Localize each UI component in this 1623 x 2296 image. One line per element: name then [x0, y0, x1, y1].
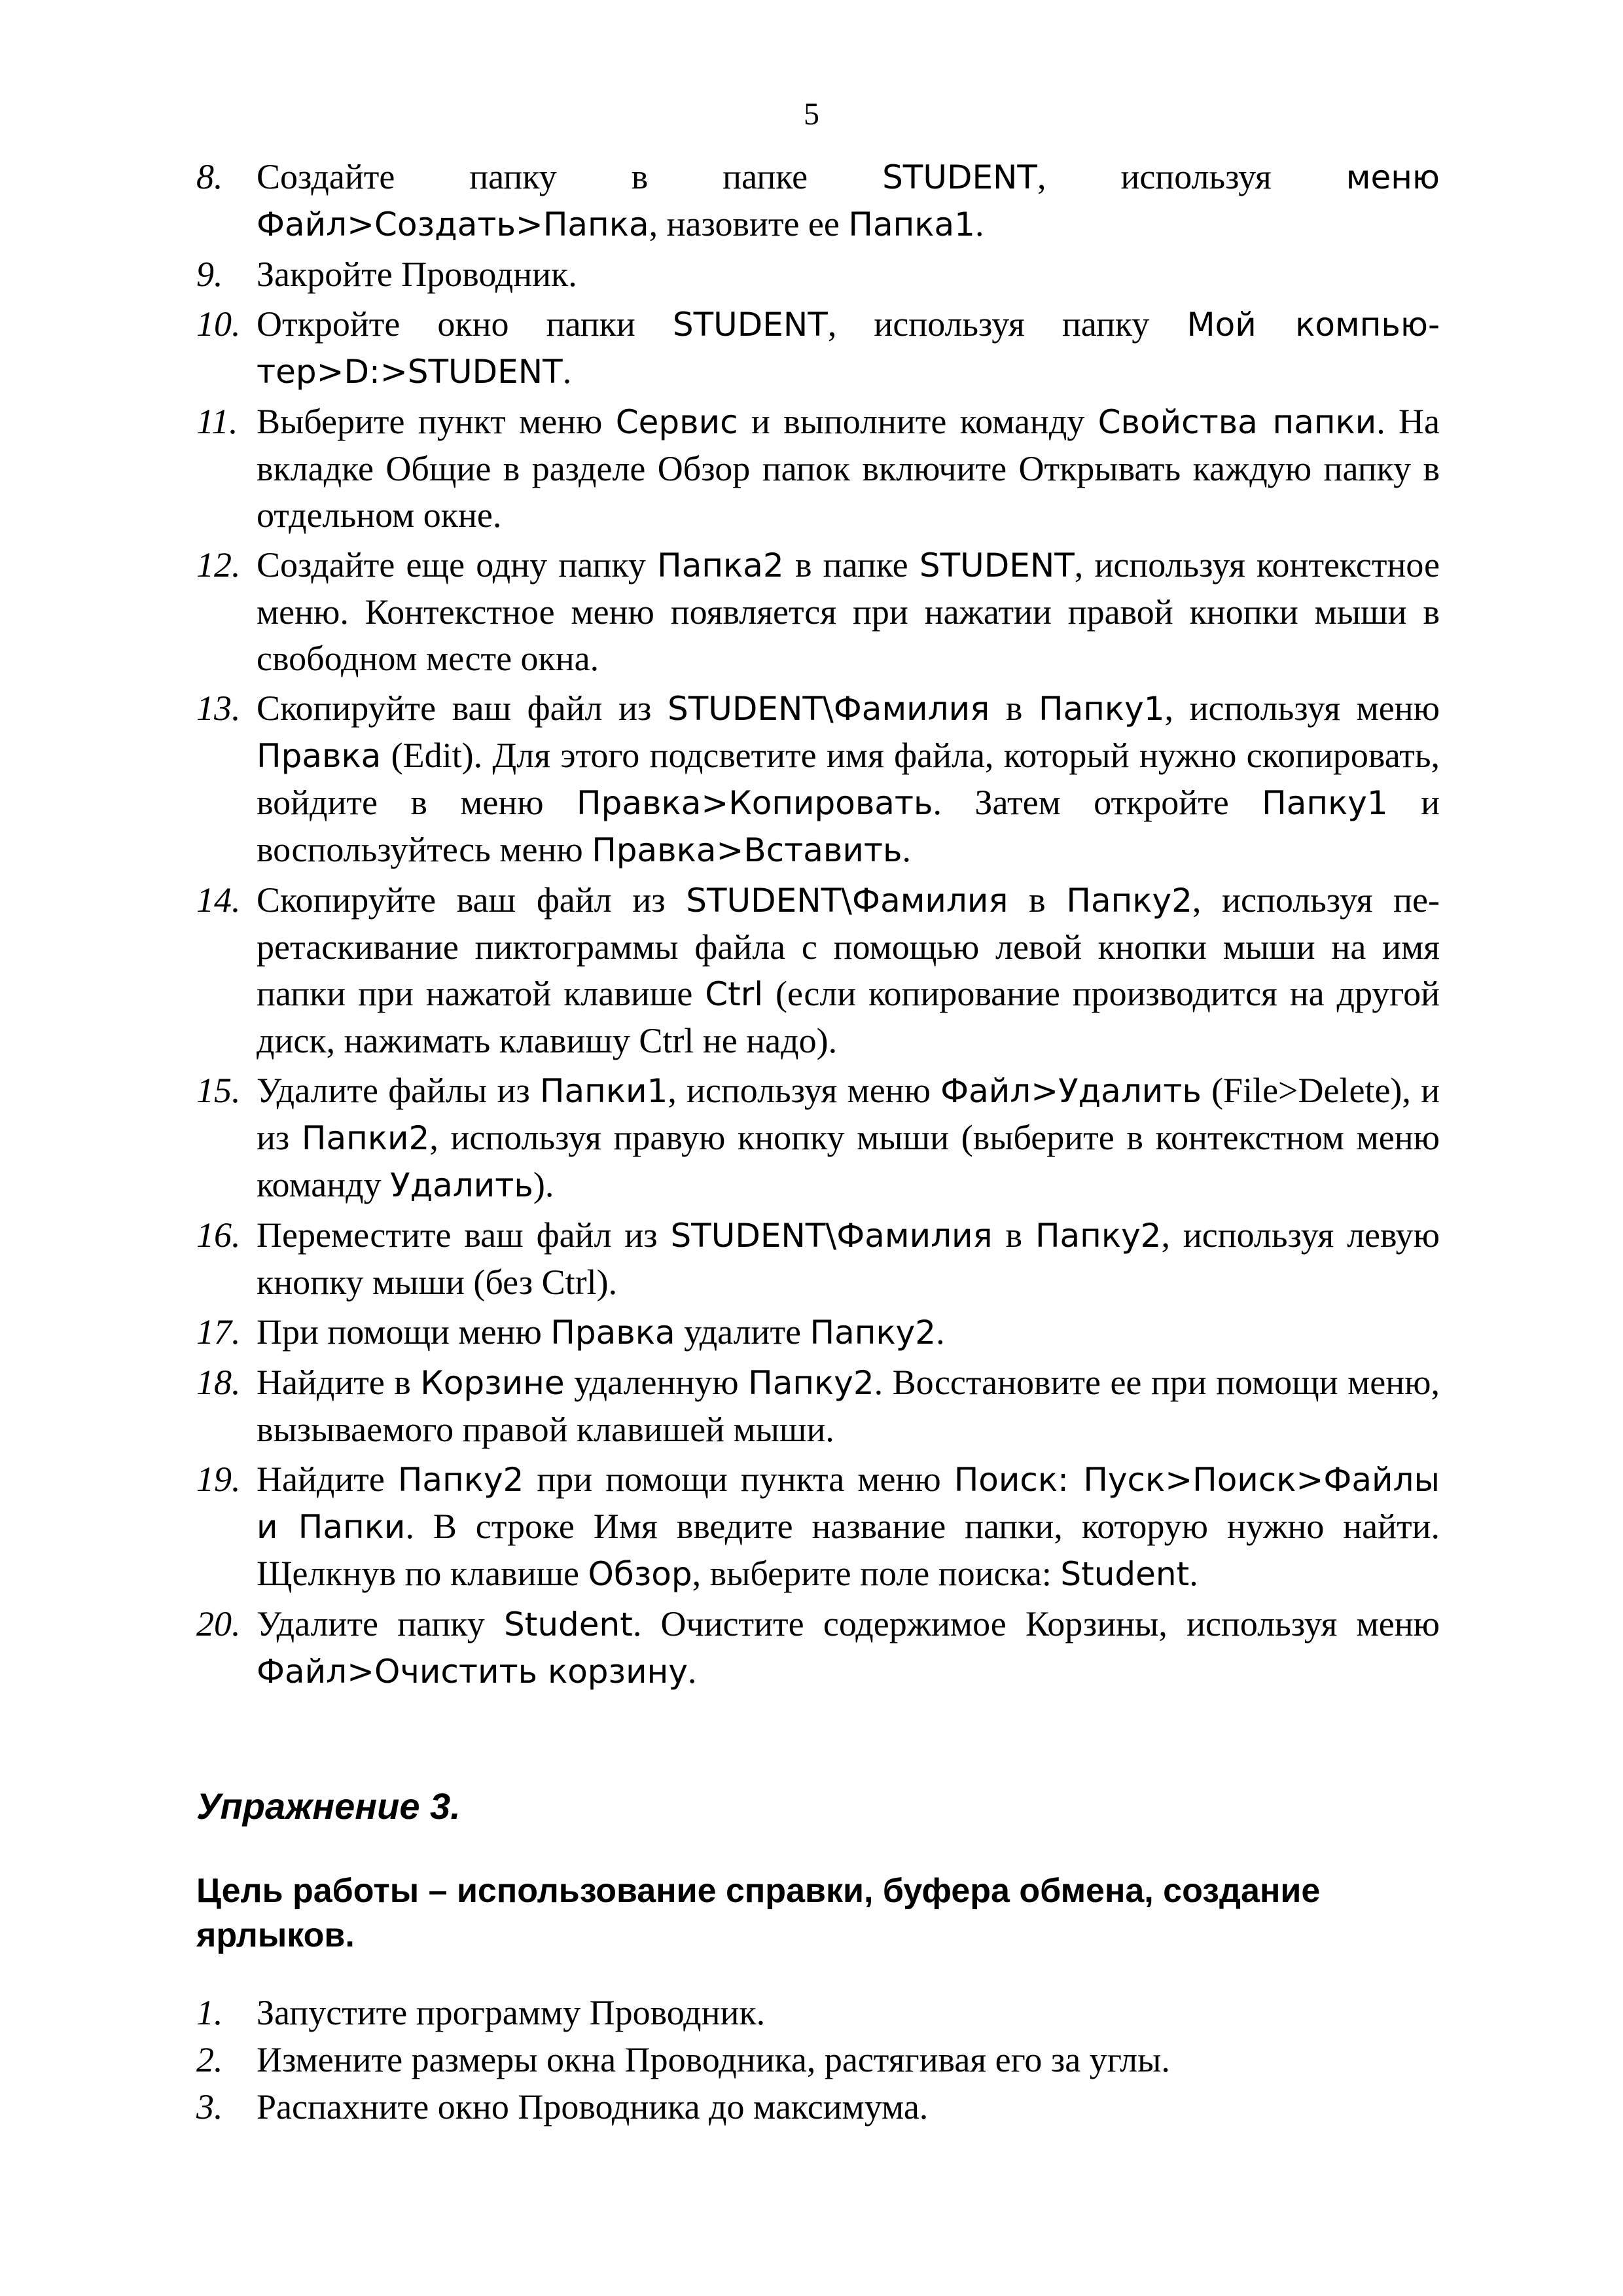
list-item [196, 154, 1440, 248]
ui-term: Поиск: Пуск>Поиск>Файлы и Папки [257, 1461, 1440, 1546]
list-item [196, 1601, 1440, 1695]
ui-term: STUDENT [882, 158, 1037, 196]
item-number: 15. [196, 1071, 241, 1110]
text-run: . На вкладке Общие в разделе Обзор папок включите Открывать каждую папку в отдельном окне. [257, 402, 1440, 535]
ui-term: Папку2 [397, 1461, 524, 1499]
item-number: 19. [196, 1460, 241, 1499]
ui-term: Правка>Копировать [577, 784, 933, 822]
list-item [196, 1456, 1440, 1598]
text-run: . [687, 1651, 697, 1691]
list-item [196, 399, 1440, 539]
text-run: , используя правую кнопку мыши (выберите в контекстном меню команду [257, 1118, 1440, 1204]
ui-term: Правка>Вставить [592, 831, 902, 869]
exercise-goal: Цель работы – использование справки, буфера обмена, создание ярлыков. [196, 1872, 1321, 1954]
list-item [196, 1990, 1440, 2036]
text-run: Откройте окно папки [257, 304, 673, 344]
item-number: 2. [196, 2040, 223, 2079]
ui-term: Мой компьютер>D:>STUDENT [257, 306, 1440, 391]
item-number: 18. [196, 1363, 241, 1402]
list-item [196, 301, 1440, 395]
ui-term: Файл>Очистить корзину [257, 1653, 688, 1691]
text-run: Скопируйте ваш файл из [257, 880, 687, 920]
text-run: удаленную [564, 1363, 749, 1402]
text-run: в [992, 1215, 1035, 1255]
item-number: 1. [196, 1993, 223, 2032]
text-run: , используя [1037, 157, 1346, 196]
list-item [196, 1067, 1440, 1209]
ui-term: Папка2 [657, 547, 784, 584]
ui-term: Папку2 [748, 1364, 874, 1402]
text-run: Создайте папку в папке [257, 157, 883, 196]
text-run: и воспользуйтесь меню [257, 783, 1440, 869]
list-item [196, 1359, 1440, 1453]
text-run: , используя меню [1164, 689, 1440, 728]
ui-term: Обзор [588, 1555, 692, 1593]
list-item [196, 1309, 1440, 1356]
text-run: . Очистите содержимое Корзины, используя меню [632, 1604, 1440, 1643]
text-run: Удалите папку [257, 1604, 504, 1643]
page-number: 5 [804, 97, 819, 132]
ui-term: Свойства папки [1097, 403, 1377, 441]
text-run: Закройте Проводник. [257, 255, 577, 294]
text-run: Распахните окно Проводника до максимума. [257, 2087, 929, 2126]
text-run: . [936, 1312, 945, 1352]
ui-term: Корзине [420, 1364, 565, 1402]
text-run: . [562, 351, 572, 391]
text-run: . [902, 830, 911, 869]
text-run: , используя меню [668, 1071, 941, 1110]
text-run: (если копирование производится на другой диск, нажимать клавишу Ctrl не надо). [257, 974, 1440, 1060]
text-run: , используя папку [827, 304, 1187, 344]
ui-term: Student [1060, 1555, 1190, 1593]
ui-term: Сервис [615, 403, 738, 441]
ui-term: Ctrl [705, 975, 764, 1013]
ui-term: STUDENT [919, 547, 1075, 584]
list-item [196, 685, 1440, 874]
item-number: 13. [196, 689, 241, 728]
ui-term: Правка [550, 1314, 675, 1352]
text-run: Найдите [257, 1460, 398, 1499]
text-run: Создайте еще одну папку [257, 545, 658, 584]
text-run: . [974, 204, 984, 243]
item-number: 9. [196, 255, 223, 294]
text-run: при помощи пункта меню [524, 1460, 954, 1499]
text-run: Выберите пункт меню [257, 402, 616, 441]
list-item [196, 877, 1440, 1064]
ui-term: STUDENT\Фамилия [686, 882, 1008, 920]
ui-term: STUDENT\Фамилия [668, 690, 990, 728]
ui-term: Файл>Удалить [940, 1072, 1202, 1110]
list-item [196, 2084, 1440, 2130]
text-run: в [1008, 880, 1067, 920]
ui-term: STUDENT [672, 306, 828, 344]
text-run: , выберите поле поиска: [692, 1554, 1061, 1593]
text-run: , используя контекстное меню. Контекстное меню появляется при нажатии правой кнопки мыши в свободном месте окна. [257, 545, 1440, 678]
ui-term: Папки1 [539, 1072, 668, 1110]
steps-list [196, 154, 1440, 1698]
text-run: Найдите в [257, 1363, 421, 1402]
text-run: . В строке Имя введите название папки, которую нужно найти. Щелкнув по клавише [257, 1507, 1440, 1593]
item-number: 3. [196, 2087, 223, 2126]
text-run: и выполните команду [738, 402, 1098, 441]
text-run: , используя перетаскивание пиктограммы файла с помощью левой кнопки мыши на имя папки при нажатой клавише [257, 880, 1440, 1013]
text-run: . Восстановите ее при помощи меню, вызываемого правой клавишей мыши. [257, 1363, 1440, 1449]
ui-term: Папки2 [301, 1119, 430, 1157]
item-number: 16. [196, 1215, 241, 1255]
list-item [196, 251, 1440, 298]
text-run: При помощи меню [257, 1312, 551, 1352]
ui-term: Папку2 [1066, 882, 1192, 920]
text-run: (Edit). Для этого подсветите имя файла, который нужно скопировать, войдите в меню [257, 736, 1440, 822]
ui-term: STUDENT\Фамилия [670, 1217, 993, 1255]
text-run: Скопируйте ваш файл из [257, 689, 668, 728]
text-run: Удалите файлы из [257, 1071, 540, 1110]
ui-term: Папку2 [1035, 1217, 1162, 1255]
text-run: . [1189, 1554, 1198, 1593]
item-number: 10. [196, 304, 241, 344]
item-number: 20. [196, 1604, 241, 1643]
ui-term: меню Файл>Создать>Папка [257, 158, 1440, 243]
text-run: удалите [675, 1312, 810, 1352]
ui-term: Удалить [390, 1166, 533, 1204]
text-run: ). [533, 1165, 554, 1204]
list-item [196, 542, 1440, 682]
list-item [196, 2037, 1440, 2083]
text-run: в [990, 689, 1039, 728]
text-run: (File>Delete), и из [257, 1071, 1440, 1157]
ui-term: Student [503, 1605, 633, 1643]
item-number: 11. [196, 402, 238, 441]
text-run: , используя левую кнопку мыши (без Ctrl). [257, 1215, 1440, 1302]
item-number: 17. [196, 1312, 241, 1352]
text-run: Переместите ваш файл из [257, 1215, 671, 1255]
exercise3-steps-list [196, 1990, 1440, 2131]
text-run: . Затем откройте [933, 783, 1262, 822]
ui-term: Папку1 [1038, 690, 1165, 728]
ui-term: Папку2 [810, 1314, 936, 1352]
ui-term: Папка1 [848, 206, 975, 243]
exercise-title: Упражнение 3. [196, 1785, 461, 1827]
text-run: , назовите ее [649, 204, 849, 243]
list-item [196, 1212, 1440, 1306]
item-number: 8. [196, 157, 223, 196]
ui-term: Правка [257, 737, 382, 775]
item-number: 14. [196, 880, 241, 920]
text-run: в папке [783, 545, 919, 584]
text-run: Запустите программу Проводник. [257, 1993, 766, 2032]
text-run: Измените размеры окна Проводника, растягивая его за углы. [257, 2040, 1170, 2079]
ui-term: Папку1 [1262, 784, 1388, 822]
item-number: 12. [196, 545, 241, 584]
